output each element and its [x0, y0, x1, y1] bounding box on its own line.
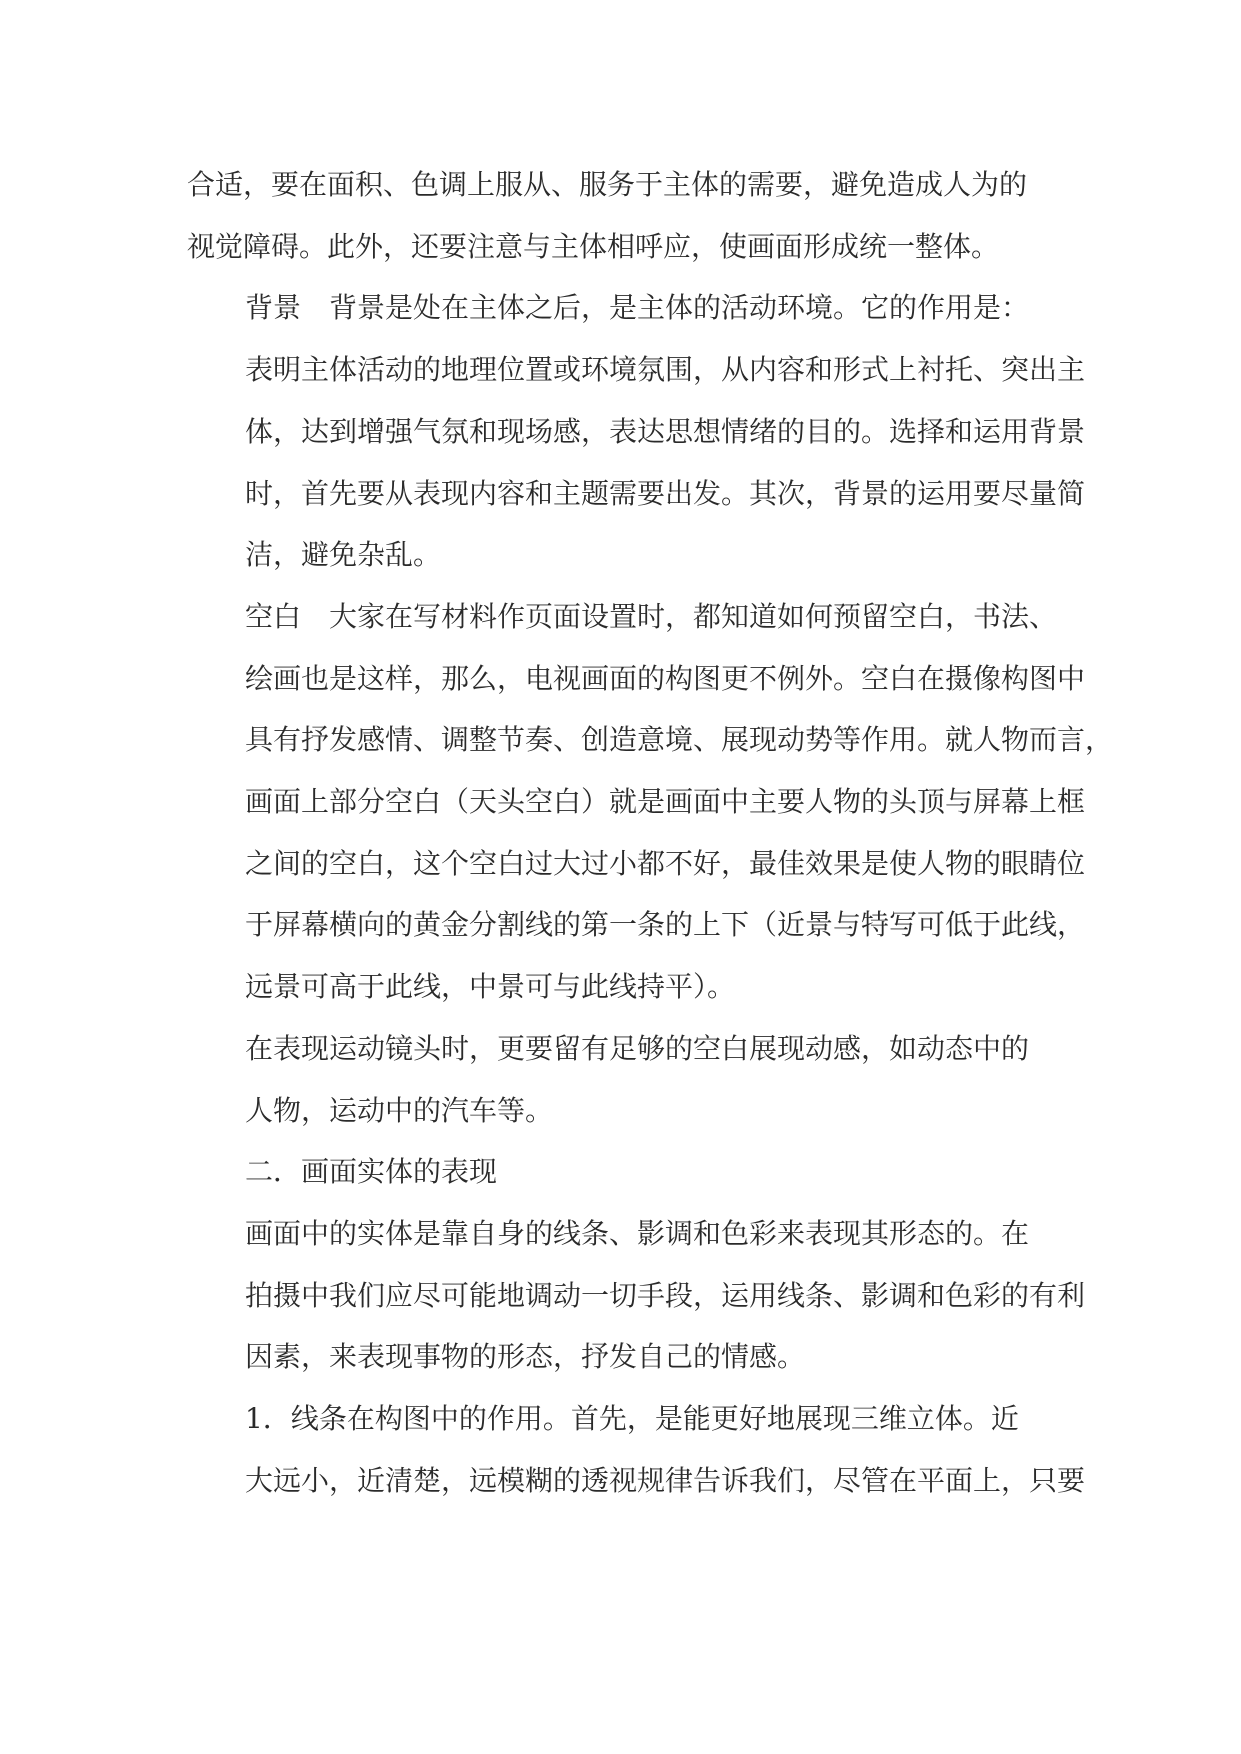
text-line: 表明主体活动的地理位置或环境氛围，从内容和形式上衬托、突出主 — [245, 353, 1086, 387]
paragraph — [187, 154, 1067, 277]
text-line: 合适，要在面积、色调上服从、服务于主体的需要，避免造成人为的 — [187, 168, 1028, 201]
text-line: 1．线条在构图中的作用。首先，是能更好地展现三维立体。近 — [245, 1402, 1019, 1436]
text-line: 具有抒发感情、调整节奏、创造意境、展现动势等作用。就人物而言， — [245, 723, 1114, 757]
text-line: 于屏幕横向的黄金分割线的第一条的上下（近景与特写可低于此线， — [245, 908, 1086, 942]
text-line: 画面上部分空白（天头空白）就是画面中主要人物的头顶与屏幕上框 — [245, 785, 1086, 819]
paragraph — [187, 1203, 1086, 1388]
paragraph — [187, 1018, 1067, 1141]
paragraph — [187, 1141, 1067, 1203]
text-line: 绘画也是这样，那么，电视画面的构图更不例外。空白在摄像构图中 — [245, 661, 1086, 695]
text-line: 之间的空白，这个空白过大过小都不好，最佳效果是使人物的眼睛位 — [245, 846, 1086, 880]
text-line: 大远小，近清楚，远模糊的透视规律告诉我们，尽管在平面上，只要 — [245, 1463, 1086, 1497]
text-line: 体，达到增强气氛和现场感，表达思想情绪的目的。选择和运用背景 — [245, 414, 1086, 448]
document-body — [187, 154, 1114, 1511]
text-line: 空白 大家在写材料作页面设置时，都知道如何预留空白，书法、 — [245, 599, 1058, 633]
text-line: 人物，运动中的汽车等。 — [245, 1093, 554, 1127]
text-line: 远景可高于此线，中景可与此线持平）。 — [245, 970, 736, 1004]
text-line: 在表现运动镜头时，更要留有足够的空白展现动感，如动态中的 — [245, 1031, 1030, 1065]
text-line: 视觉障碍。此外，还要注意与主体相呼应，使画面形成统一整体。 — [187, 229, 1000, 263]
paragraph — [187, 1388, 1086, 1511]
text-line: 画面中的实体是靠自身的线条、影调和色彩来表现其形态的。在 — [245, 1216, 1030, 1250]
text-line: 洁，避免杂乱。 — [245, 538, 442, 572]
text-line: 二．画面实体的表现 — [245, 1155, 498, 1189]
text-line: 因素，来表现事物的形态，抒发自己的情感。 — [245, 1340, 806, 1374]
paragraph — [187, 277, 1086, 586]
text-line: 背景 背景是处在主体之后，是主体的活动环境。它的作用是： — [245, 291, 1030, 325]
text-line: 时，首先要从表现内容和主题需要出发。其次，背景的运用要尽量简 — [245, 476, 1086, 510]
paragraph — [187, 586, 1114, 1018]
text-line: 拍摄中我们应尽可能地调动一切手段，运用线条、影调和色彩的有利 — [245, 1278, 1086, 1312]
